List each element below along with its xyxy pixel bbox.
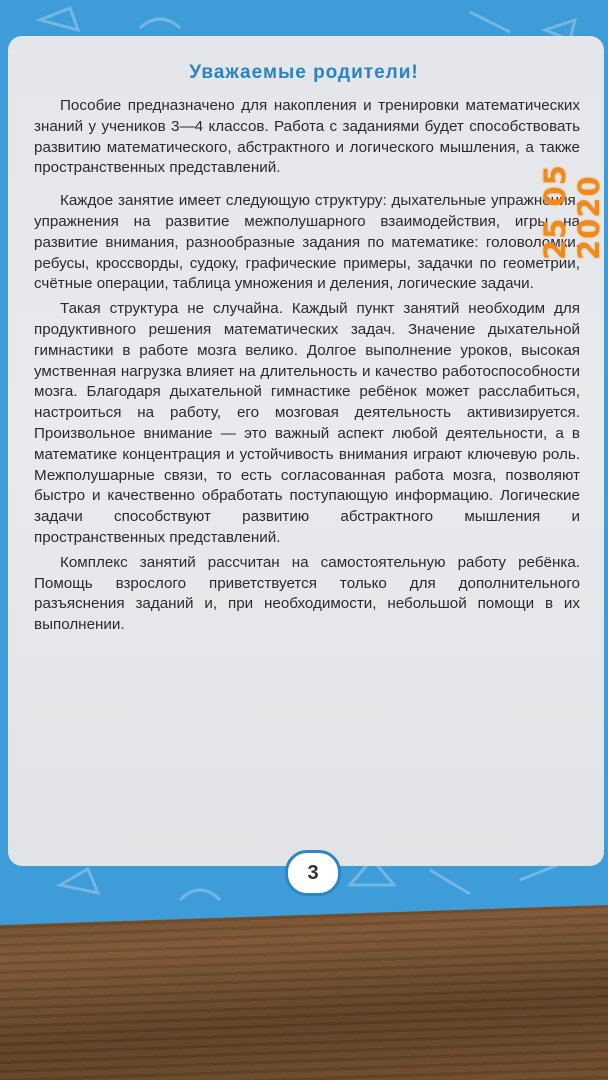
frame-line-shape: [470, 12, 510, 32]
body-text: [34, 96, 580, 636]
paragraph: Каждое занятие имеет следующую структуру: дыхательные упражнения, упражнения на развитие межполушарного взаимодействия, игры на развитие внимания, разнообразные задания по математике: головоломки, ребусы, кроссворды, судоку, графические примеры, задачки по геометрии, счётные операции, таблица умножения и деления, логические задачи.: [34, 192, 580, 293]
photo-date-stamp: 25 05 2020: [538, 164, 606, 260]
paragraph: Комплекс занятий рассчитан на самостоятельную работу ребёнка. Помощь взрослого приветствуется только для дополнительного разъяснения заданий и, при необходимости, небольшой помощи в их выполнении.: [34, 553, 580, 634]
frame-line-shape: [520, 864, 560, 880]
page-number: 3: [285, 850, 341, 896]
frame-line-shape: [430, 870, 470, 894]
frame-arc-shape: [180, 890, 220, 900]
frame-triangle-shape: [40, 8, 78, 30]
frame-triangle-shape: [60, 869, 98, 893]
paragraph: Пособие предназначено для накопления и тренировки математических знаний у учеников 3—4 классов. Работа с заданиями будет способствовать развитию математического, абстрактного и логического мышления, а также пространственных представлений.: [34, 97, 580, 177]
page-title: Уважаемые родители!: [189, 62, 419, 83]
paragraph: Такая структура не случайна. Каждый пункт занятий необходим для продуктивного решения математических задач. Значение дыхательной гимнастики в работе мозга велико. Долгое выполнение уроков, высокая умственная нагрузка влияет на длительность и качество работоспособности мозга. Благодаря дыхательной гимнастике ребёнок может расслабиться, настроиться на работу, его мозговая деятельность активизируется. Произвольное внимание — это важный аспект любой деятельности, а в математике концентрация и устойчивость внимания играют ключевую роль. Межполушарные связи, то есть согласованная работа мозга, позволяют быстро и качественно обработать поступающую информацию. Логические задачи способствуют развитию абстрактного мышления и пространственных представлений.: [34, 300, 580, 546]
frame-arc-shape: [140, 19, 180, 28]
